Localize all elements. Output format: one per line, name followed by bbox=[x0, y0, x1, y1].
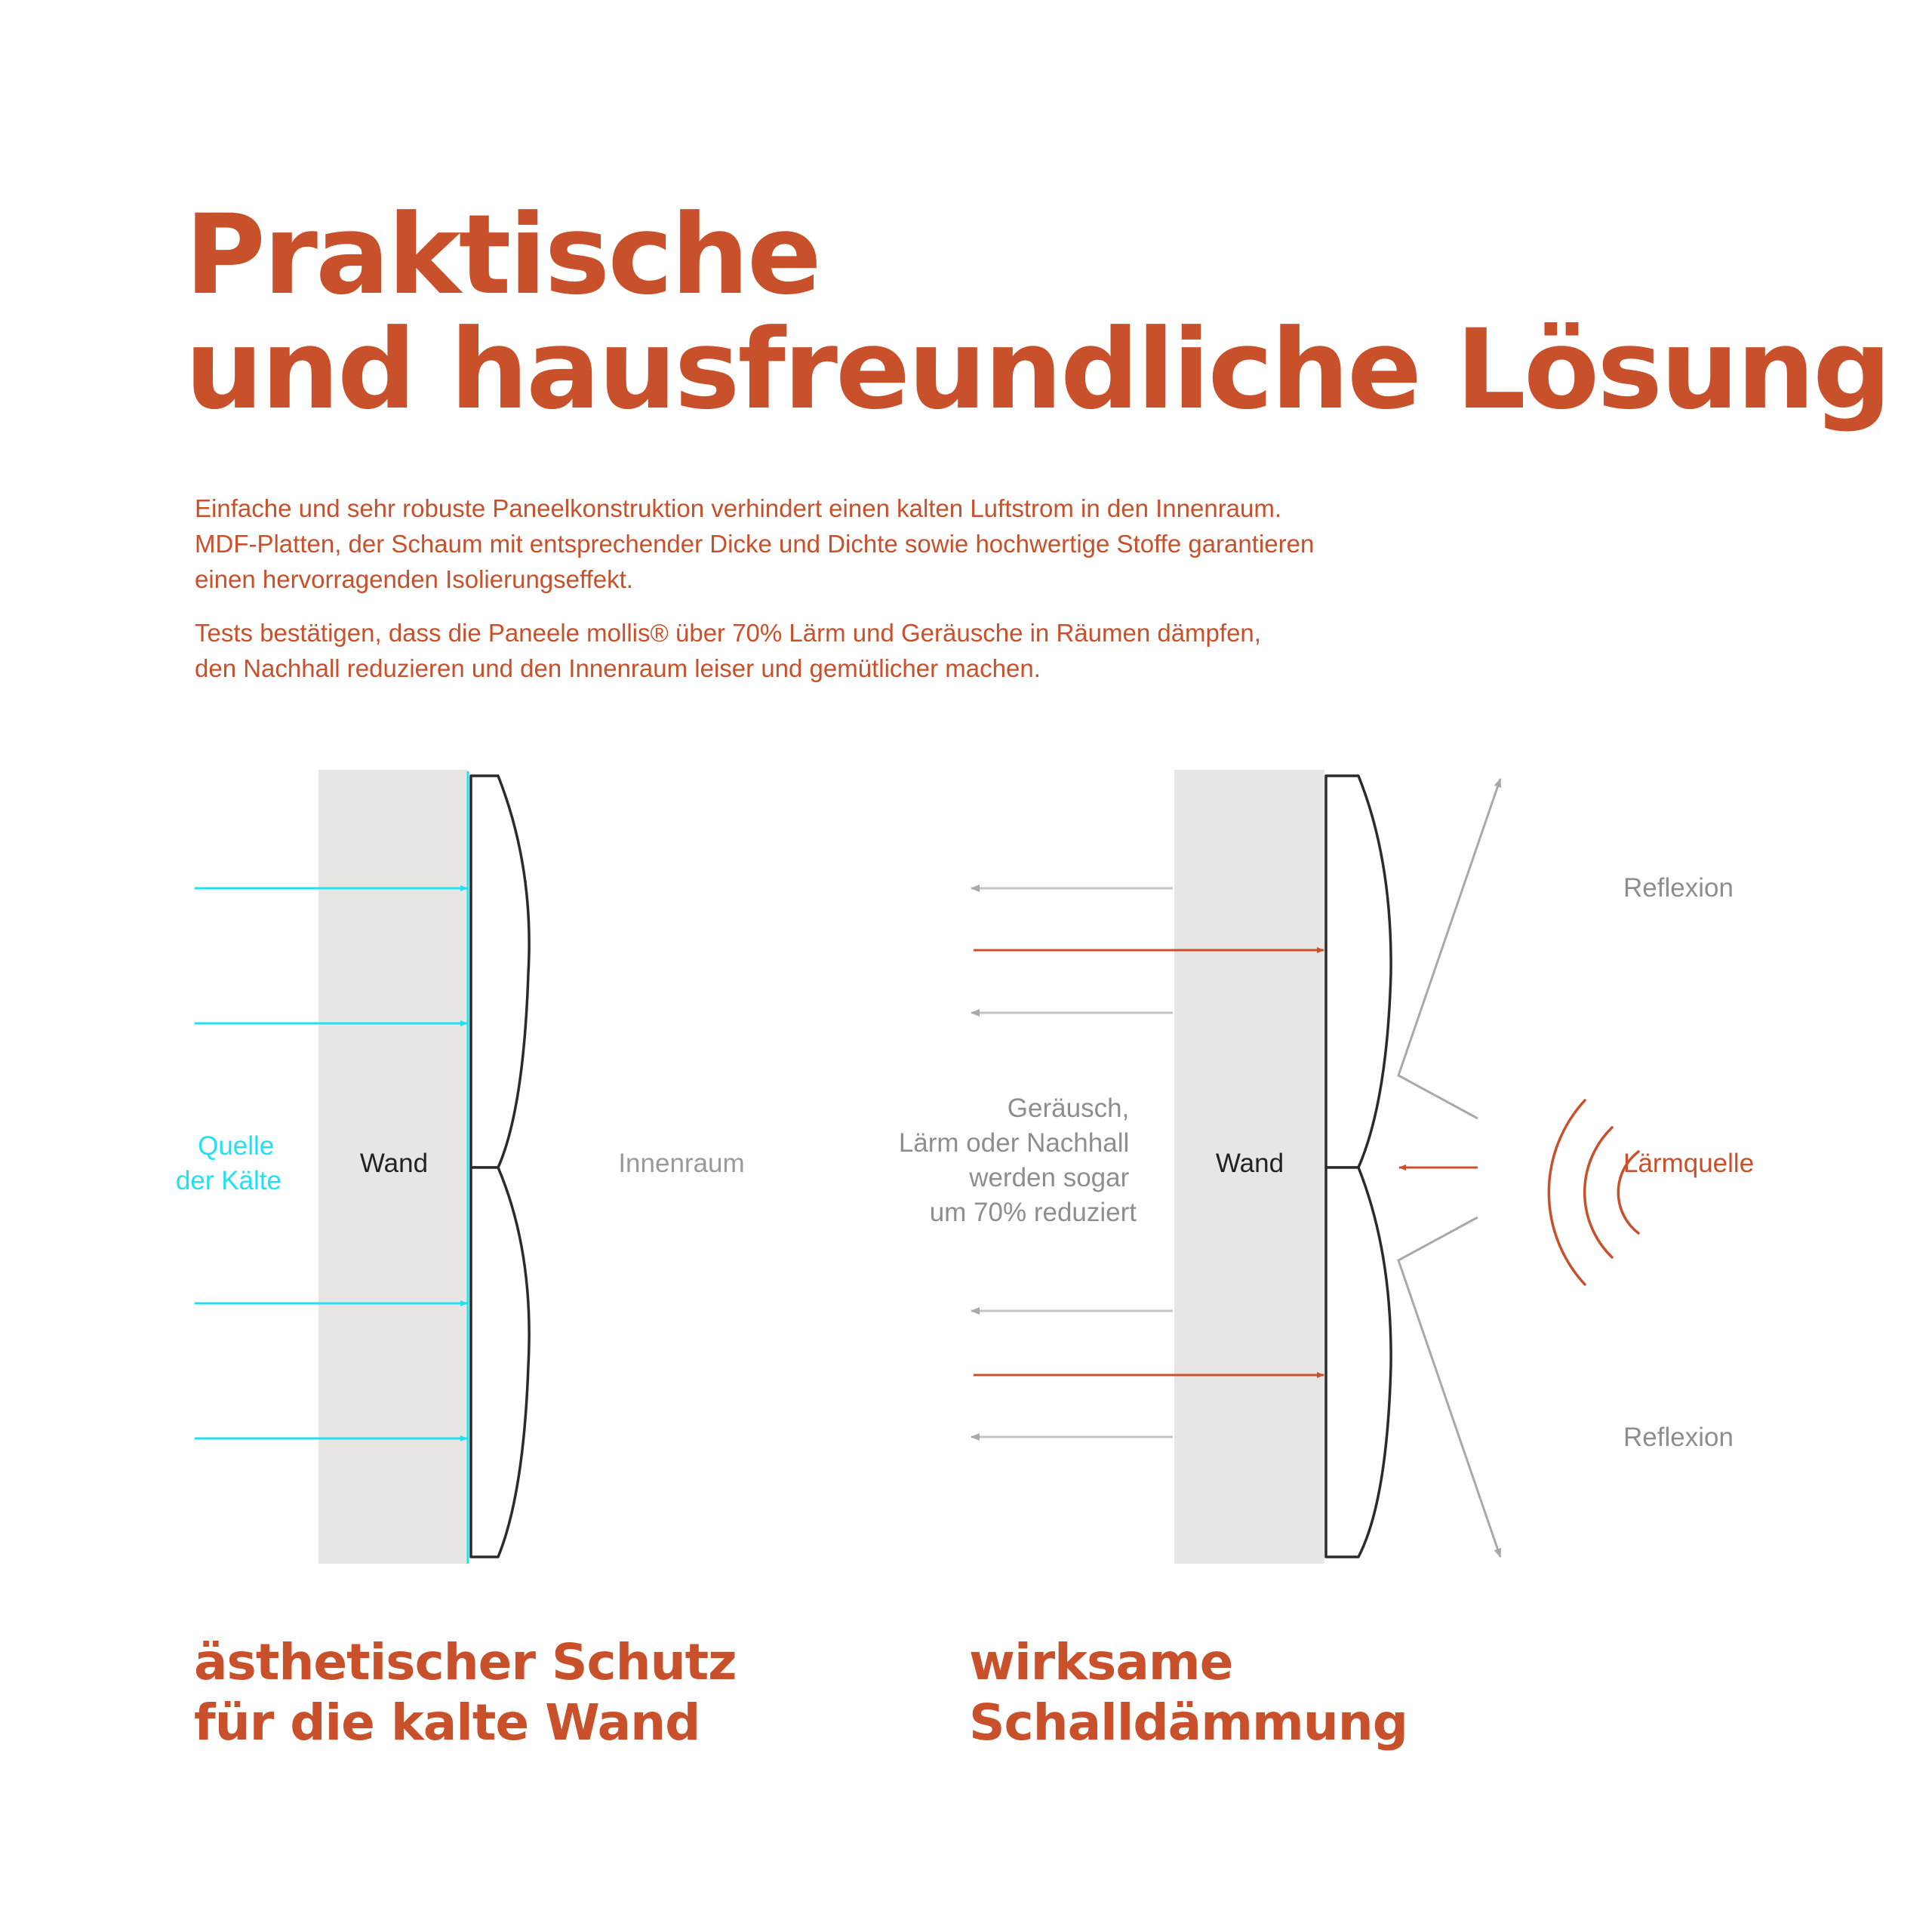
panel-top bbox=[471, 776, 529, 1168]
intro-line: Einfache und sehr robuste Paneelkonstruktion verhindert einen kalten Luftstrom in den Innenraum. bbox=[195, 494, 1282, 522]
sound-insulation-diagram bbox=[899, 770, 1754, 1564]
sound-insulation-heading-line-1: wirksame bbox=[969, 1633, 1233, 1691]
cold-source-label-line-2: der Kälte bbox=[175, 1166, 281, 1195]
intro-line: einen hervorragenden Isolierungseffekt. bbox=[195, 565, 633, 593]
cold-source-label bbox=[176, 1131, 281, 1195]
cold-wall-heading-line-1: ästhetischer Schutz bbox=[194, 1633, 737, 1691]
panel-bottom bbox=[471, 1168, 529, 1557]
cold-wall-heading-line-2: für die kalte Wand bbox=[194, 1694, 700, 1752]
wall-label: Wand bbox=[1215, 1149, 1284, 1178]
title-line-2: und hausfreundliche Lösung bbox=[185, 306, 1890, 434]
sound-insulation-heading-line-2: Schalldämmung bbox=[969, 1694, 1407, 1752]
reduction-label-line: Lärm oder Nachhall bbox=[898, 1128, 1130, 1158]
cold-wall-heading bbox=[194, 1632, 737, 1753]
intro-line: den Nachhall reduzieren und den Innenraum leiser und gemütlicher machen. bbox=[195, 654, 1041, 682]
sound-insulation-heading bbox=[969, 1632, 1407, 1753]
reduction-label-line: werden sogar bbox=[969, 1163, 1130, 1192]
cold-source-label-line-1: Quelle bbox=[198, 1131, 275, 1161]
reflection-path-bottom bbox=[1398, 1217, 1500, 1557]
interior-label: Innenraum bbox=[618, 1149, 745, 1178]
reduction-label-line: um 70% reduziert bbox=[929, 1198, 1137, 1227]
reduction-label bbox=[899, 1094, 1137, 1227]
sound-wave-icon bbox=[1549, 1100, 1638, 1284]
reflection-path-top bbox=[1398, 779, 1500, 1118]
title-line-1: Praktische bbox=[185, 191, 820, 319]
sound-wave bbox=[1549, 1100, 1585, 1284]
intro-line: Tests bestätigen, dass die Paneele mollis® über 70% Lärm und Geräusche in Räumen dämpfen, bbox=[195, 619, 1261, 647]
cold-wall-diagram bbox=[176, 770, 745, 1564]
reflection-label-bottom: Reflexion bbox=[1623, 1423, 1734, 1452]
panel-bottom bbox=[1326, 1168, 1391, 1557]
reduction-label-line: Geräusch, bbox=[1007, 1094, 1130, 1123]
intro-line: MDF-Platten, der Schaum mit entsprechender Dicke und Dichte sowie hochwertige Stoffe garantieren bbox=[195, 530, 1315, 558]
wall-label: Wand bbox=[359, 1149, 429, 1178]
panel-top bbox=[1326, 776, 1391, 1168]
sound-wave bbox=[1585, 1128, 1612, 1257]
reflection-label-top: Reflexion bbox=[1623, 873, 1734, 903]
noise-source-label: Lärmquelle bbox=[1623, 1149, 1755, 1178]
